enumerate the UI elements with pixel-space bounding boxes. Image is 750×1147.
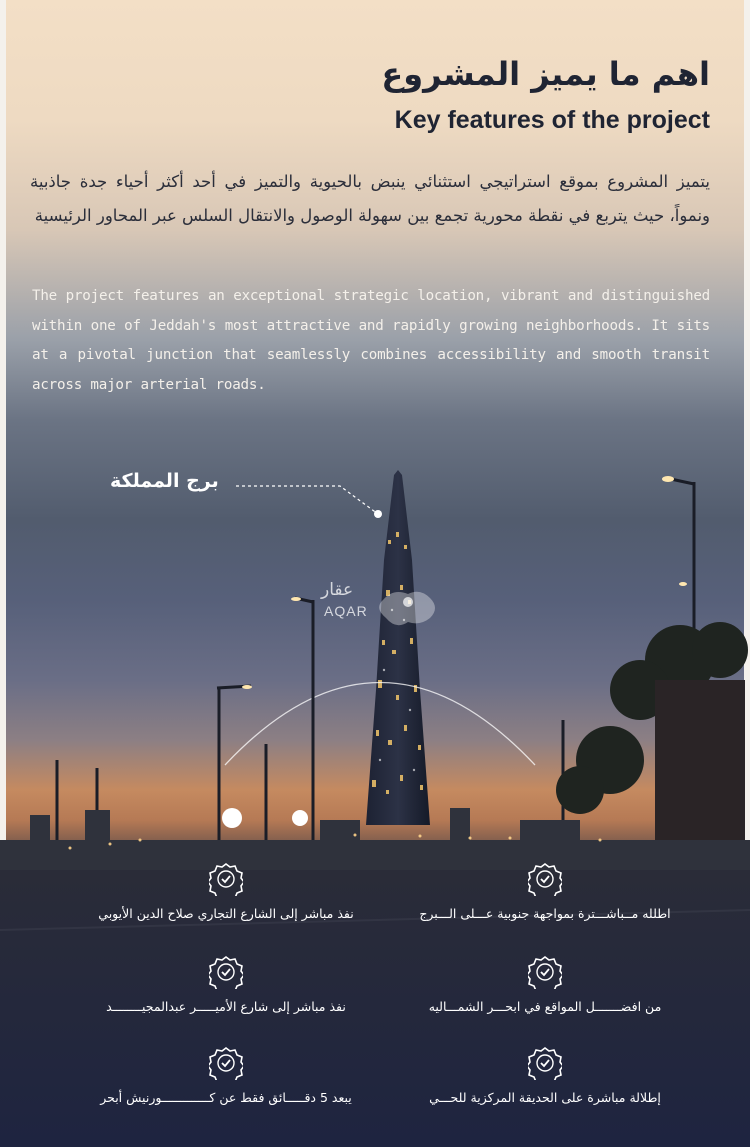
watermark-arabic: عقار [321,580,354,600]
feature-corniche-distance [56,1046,396,1105]
feature-text: نفذ مباشر إلى الشارع التجاري صلاح الدين الأيوبي [98,906,354,921]
tower-marker-dot [374,510,382,518]
road-sign [222,808,242,828]
feature-best-location [375,955,715,1014]
lamp-lights [242,476,687,689]
tower-label: برج المملكة [110,470,219,492]
description-english: The project features an exceptional strategic location, vibrant and distinguished within one of Jeddah's most attractive and rapidly growing neighborhoods. It sits at a pivotal junction that seamlessly combines accessibility and smooth transit across major arterial roads. [32,288,710,393]
feature-text: نفذ مباشر إلى شارع الأميـــــر عبدالمجيــــــــد [106,999,346,1014]
feature-text: اطلله مــباشـــترة بمواجهة جنوبية عـــلى الـــبرج [419,906,671,921]
page-title-arabic: اهم ما يميز المشروع [381,55,710,93]
check-badge-icon [209,862,243,896]
watermark-english: AQAR [324,603,368,619]
feature-commercial-street [56,862,396,921]
kingdom-tower [366,470,430,825]
feature-text: إطلالة مباشرة على الحديقة المركزية للحـــي [429,1090,661,1105]
tower-label-leader [236,486,378,514]
check-badge-icon [528,1046,562,1080]
city-skyline-illustration [0,440,750,1147]
feature-park-view [375,1046,715,1105]
check-badge-icon [528,862,562,896]
page-title-english: Key features of the project [394,106,710,134]
description-arabic: يتميز المشروع بموقع استراتيجي استثنائي ينبض بالحيوية والتميز في أحد أكثر أحياء جدة جاذبية ونمواً، حيث يتربع في نقطة محورية تجمع بين سهولة الوصول والانتقال السلس عبر المحاور الرئيسية [30,172,710,225]
check-badge-icon [528,955,562,989]
check-badge-icon [209,955,243,989]
building-right [655,680,745,860]
feature-text: يبعد 5 دقـــــائق فقط عن كـــــــــــــورنيش أبحر [100,1090,352,1105]
feature-south-tower-view [375,862,715,921]
feature-prince-street [56,955,396,1014]
feature-text: من افضـــــــل المواقع في ابحـــر الشمـــاليه [428,999,662,1014]
check-badge-icon [209,1046,243,1080]
